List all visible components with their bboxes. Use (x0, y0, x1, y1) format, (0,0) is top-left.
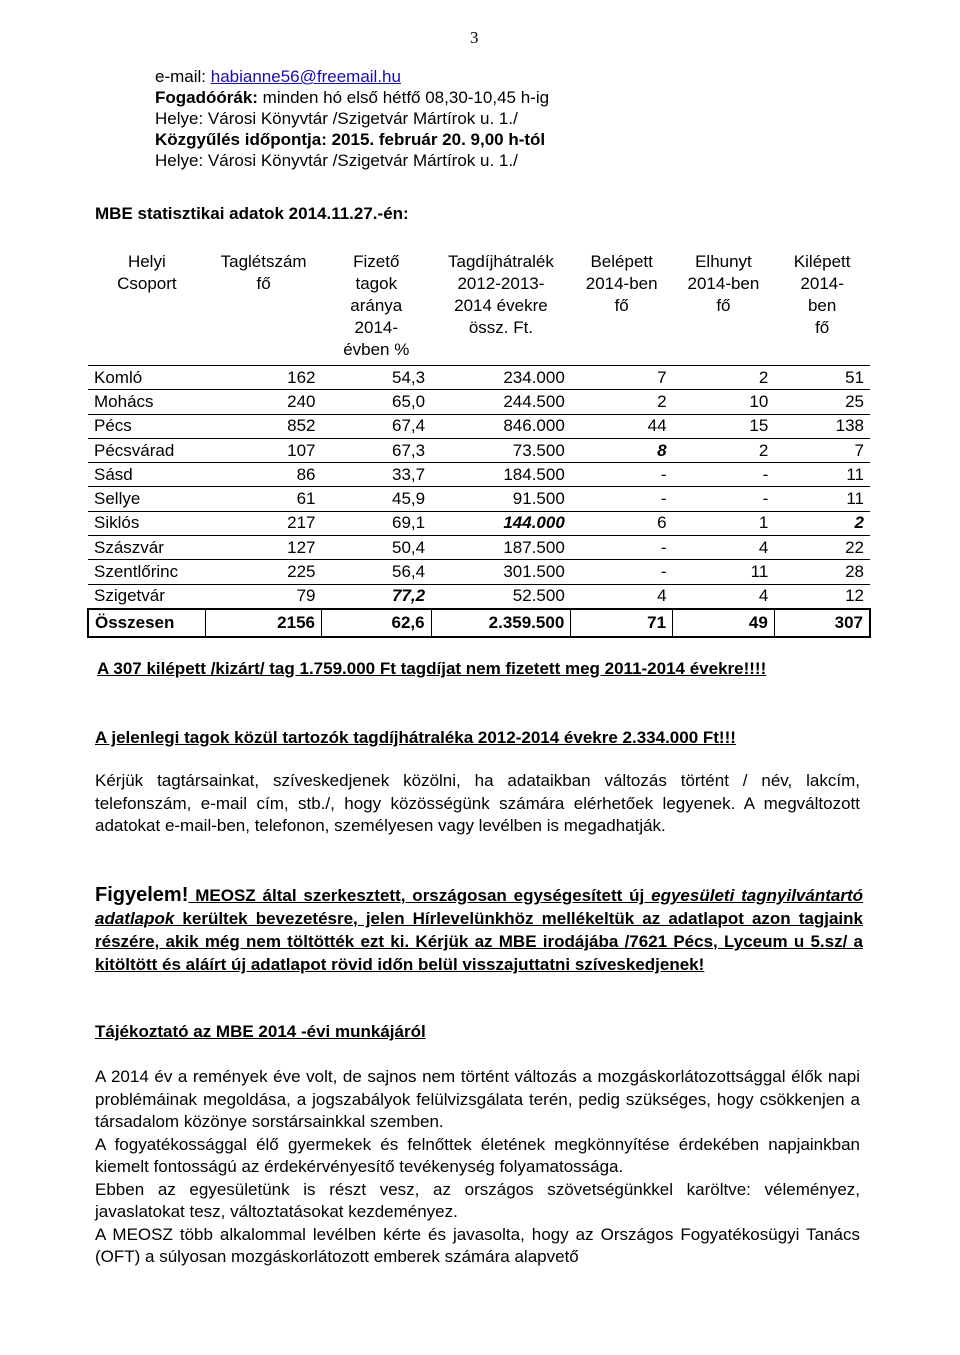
group-name-cell: Mohács (88, 390, 206, 414)
table-cell: 8 (571, 438, 673, 462)
office-hours-label: Fogadóórák: (155, 88, 258, 107)
total-cell: 2.359.500 (431, 609, 571, 637)
table-cell: 86 (206, 463, 322, 487)
table-cell: 2 (673, 438, 775, 462)
total-cell: 71 (571, 609, 673, 637)
column-header-line: fő (256, 274, 271, 293)
table-cell: 301.500 (431, 560, 571, 584)
column-header-line: aránya (350, 296, 403, 315)
table-cell: 22 (774, 536, 870, 560)
table-total-row (88, 609, 870, 637)
table-cell: 91.500 (431, 487, 571, 511)
table-row (88, 560, 870, 584)
table-cell: - (571, 560, 673, 584)
table-cell: 69,1 (321, 511, 431, 535)
table-cell: 73.500 (431, 438, 571, 462)
table-cell: - (673, 487, 775, 511)
table-cell: 138 (774, 414, 870, 438)
table-cell: 107 (206, 438, 322, 462)
table-row (88, 584, 870, 609)
table-cell: 2 (774, 511, 870, 535)
table-cell: 45,9 (321, 487, 431, 511)
office-hours-text: minden hó első hétfő 08,30-10,45 h-ig (257, 88, 550, 107)
table-cell: 2 (571, 390, 673, 414)
column-header-line: 2014-ben (585, 274, 658, 293)
attention-part-1: MEOSZ által szerkesztett, országosan egységesített új (188, 886, 652, 905)
column-header-line: 2014- (354, 318, 399, 337)
location-line-2: Helye: Városi Könyvtár /Szigetvár Mártírok u. 1./ (155, 151, 518, 170)
table-row (88, 463, 870, 487)
table-cell: 56,4 (321, 560, 431, 584)
column-header (673, 249, 775, 366)
table-cell: 51 (774, 366, 870, 390)
column-header-line: ben (807, 296, 837, 315)
table-cell: 67,3 (321, 438, 431, 462)
table-cell: 187.500 (431, 536, 571, 560)
table-cell: 225 (206, 560, 322, 584)
table-cell: 244.500 (431, 390, 571, 414)
table-cell: 12 (774, 584, 870, 609)
total-label-cell: Összesen (88, 609, 206, 637)
table-cell: 52.500 (431, 584, 571, 609)
table-cell: 127 (206, 536, 322, 560)
total-cell: 2156 (206, 609, 322, 637)
table-cell: 61 (206, 487, 322, 511)
group-name-cell: Pécsvárad (88, 438, 206, 462)
table-cell: 234.000 (431, 366, 571, 390)
table-row (88, 414, 870, 438)
table-cell: 11 (673, 560, 775, 584)
table-cell: 11 (774, 463, 870, 487)
section-title: Tájékoztató az MBE 2014 -évi munkájáról (95, 1022, 426, 1041)
total-cell: 307 (774, 609, 870, 637)
column-header-line: 2014-ben (687, 274, 760, 293)
table-cell: 240 (206, 390, 322, 414)
group-name-cell: Sásd (88, 463, 206, 487)
attention-italic-2: adatlapok (95, 909, 175, 928)
column-header-line: Fizető (353, 252, 400, 271)
page-number: 3 (470, 28, 479, 47)
column-header-line: fő (716, 296, 731, 315)
arrears-note: A jelenlegi tagok közül tartozók tagdíjhátraléka 2012-2014 évekre 2.334.000 Ft!!! (95, 728, 736, 747)
table-row (88, 536, 870, 560)
table-cell: 4 (571, 584, 673, 609)
unpaid-fees-note: A 307 kilépett /kizárt/ tag 1.759.000 Ft tagdíjat nem fizetett meg 2011-2014 évekre!!!! (97, 659, 767, 678)
column-header (321, 249, 431, 366)
column-header-line: 2014 évekre (454, 296, 548, 315)
email-label: e-mail: (155, 67, 211, 86)
attention-paragraph (95, 884, 863, 976)
table-row (88, 487, 870, 511)
work-report (95, 1066, 860, 1269)
table-cell: 7 (774, 438, 870, 462)
table-cell: 28 (774, 560, 870, 584)
table-cell: 4 (673, 536, 775, 560)
column-header (206, 249, 322, 366)
table-cell: 79 (206, 584, 322, 609)
table-cell: 846.000 (431, 414, 571, 438)
column-header-line: fő (815, 318, 830, 337)
table-cell: 33,7 (321, 463, 431, 487)
attention-part-3: kerültek bevezetésre, jelen Hírlevelünkhöz mellékeltük az adatlapot azon tagjaink részére, akik még nem töltötték ezt ki. Kérjük az MBE irodájába /7621 Pécs, Lyceum u 5.sz/ a kitöltött és aláírt új adatlapot rövid időn belül visszajuttatni szíveskedjenek! (95, 909, 863, 974)
table-cell: 852 (206, 414, 322, 438)
office-hours-line (155, 87, 549, 108)
table-cell: 1 (673, 511, 775, 535)
column-header-line: évben % (343, 340, 410, 359)
column-header-line: Kilépett (793, 252, 851, 271)
table-cell: 25 (774, 390, 870, 414)
table-cell: 67,4 (321, 414, 431, 438)
table-cell: 15 (673, 414, 775, 438)
column-header-line: tagok (355, 274, 398, 293)
table-cell: 10 (673, 390, 775, 414)
table-cell: 11 (774, 487, 870, 511)
group-name-cell: Siklós (88, 511, 206, 535)
table-header-row (88, 249, 870, 366)
stats-title: MBE statisztikai adatok 2014.11.27.-én: (95, 204, 409, 223)
table-cell: - (571, 536, 673, 560)
table-cell: 162 (206, 366, 322, 390)
group-name-cell: Pécs (88, 414, 206, 438)
table-cell: 65,0 (321, 390, 431, 414)
total-cell: 62,6 (321, 609, 431, 637)
total-cell: 49 (673, 609, 775, 637)
location-line-1: Helye: Városi Könyvtár /Szigetvár Mártírok u. 1./ (155, 109, 518, 128)
column-header-line: Taglétszám (220, 252, 307, 271)
data-change-paragraph: Kérjük tagtársainkat, szíveskedjenek közölni, ha adataikban változás történt / név, lakcím, telefonszám, e-mail cím, stb./, hogy közösségünk számára elérhetőek legyenek. A megváltozott adatokat e-mail-ben, telefonon, személyesen vagy levélben is megadhatják. (95, 771, 860, 835)
table-cell: - (571, 487, 673, 511)
group-name-cell: Komló (88, 366, 206, 390)
work-report-paragraph: Ebben az egyesületünk is részt vesz, az országos szövetségünkkel karöltve: véleményez, javaslatokat tesz, változtatásokat kezdeményez. (95, 1179, 860, 1221)
group-name-cell: Szentlőrinc (88, 560, 206, 584)
table-cell: 184.500 (431, 463, 571, 487)
assembly-label: Közgyűlés időpontja: 2015. február 20. 9,00 h-tól (155, 130, 546, 149)
column-header (431, 249, 571, 366)
table-cell: 217 (206, 511, 322, 535)
assembly-line (155, 129, 549, 150)
email-line (155, 66, 549, 87)
column-header (88, 249, 206, 366)
group-name-cell: Szászvár (88, 536, 206, 560)
table-cell: 6 (571, 511, 673, 535)
work-report-paragraph: A fogyatékossággal élő gyermekek és felnőttek életének megkönnyítése érdekében napjainkban kiemelt fontosságú az érdekérvényesítő tevékenység folyamatossága. (95, 1134, 860, 1176)
table-cell: - (571, 463, 673, 487)
table-row (88, 366, 870, 390)
column-header-line: fő (614, 296, 629, 315)
table-row (88, 390, 870, 414)
table-cell: 144.000 (431, 511, 571, 535)
column-header-line: Tagdíjhátralék (448, 252, 554, 271)
column-header (571, 249, 673, 366)
group-name-cell: Szigetvár (88, 584, 206, 609)
column-header-line: 2014- (800, 274, 844, 293)
table-cell: 50,4 (321, 536, 431, 560)
table-cell: 54,3 (321, 366, 431, 390)
column-header-line: Belépett (590, 252, 653, 271)
column-header-line: 2012-2013- (457, 274, 545, 293)
table-cell: - (673, 463, 775, 487)
column-header-line: Elhunyt (695, 252, 752, 271)
table-row (88, 438, 870, 462)
contact-block (155, 66, 549, 171)
work-report-paragraph: A MEOSZ több alkalommal levélben kérte és javasolta, hogy az Országos Fogyatékosügyi Tanács (OFT) a súlyosan mozgáskorlátozott emberek számára alapvető (95, 1224, 860, 1266)
attention-italic-1: egyesületi tagnyilvántartó (651, 886, 864, 905)
column-header-line: Csoport (117, 274, 177, 293)
column-header-line: Helyi (127, 252, 166, 271)
table-cell: 2 (673, 366, 775, 390)
email-link[interactable]: habianne56@freemail.hu (210, 67, 401, 86)
column-header (774, 249, 870, 366)
stats-table (87, 249, 871, 638)
table-cell: 4 (673, 584, 775, 609)
attention-label: Figyelem! (95, 884, 189, 906)
work-report-paragraph: A 2014 év a remények éve volt, de sajnos nem történt változás a mozgáskorlátozottsággal élők napi problémáinak megoldása, a jogszabályok felülvizsgálata terén, pedig szükséges, hogy csökkenjen a társadalom közönye sorstársainkkal szemben. (95, 1067, 860, 1131)
column-header-line: össz. Ft. (468, 318, 534, 337)
group-name-cell: Sellye (88, 487, 206, 511)
table-cell: 77,2 (321, 584, 431, 609)
table-row (88, 511, 870, 535)
table-cell: 44 (571, 414, 673, 438)
table-cell: 7 (571, 366, 673, 390)
